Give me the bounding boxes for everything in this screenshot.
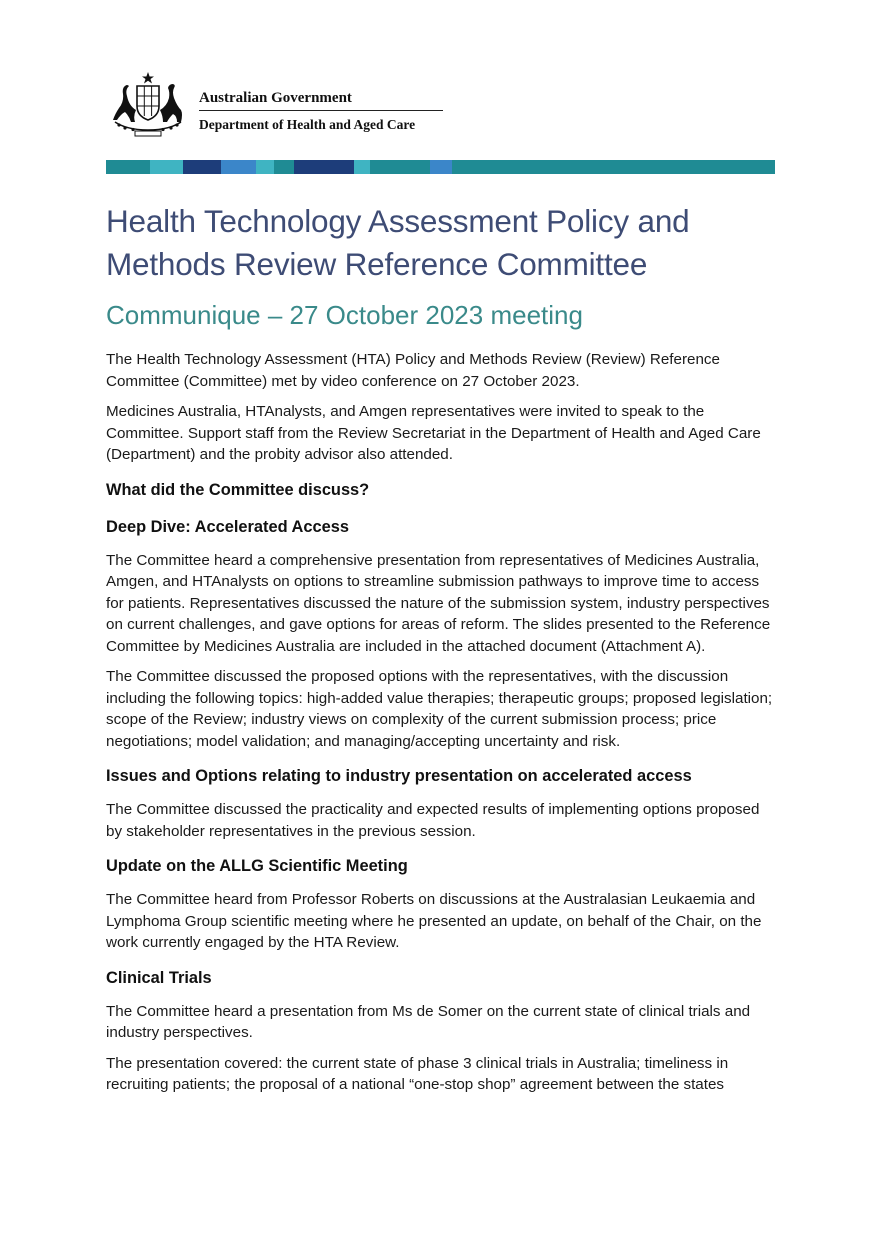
section-paragraph: The Committee heard from Professor Roberts on discussions at the Australasian Leukaemia and Lymphoma Group scientific meeting where he presented an update, on behalf of the Chair, on the work currently engaged by the HTA Review. [106,891,762,951]
section-paragraph: The Committee heard a presentation from Ms de Somer on the current state of clinical trials and industry perspectives. [106,1002,751,1041]
coat-of-arms-icon [107,70,189,138]
band-segment [256,160,274,174]
band-segment [294,160,354,174]
page-subtitle: Communique – 27 October 2023 meeting [106,300,583,330]
band-segment [150,160,183,174]
band-segment [106,160,150,174]
band-segment [274,160,294,174]
band-segment [370,160,430,174]
intro-paragraph: The Health Technology Assessment (HTA) Policy and Methods Review (Review) Reference Committee (Committee) met by video conference on 27 October 2023. [106,351,720,390]
discussion-heading: What did the Committee discuss? [106,480,370,499]
document-body [106,200,776,1096]
band-segment [452,160,775,174]
band-segment [354,160,370,174]
band-segment [430,160,452,174]
section-paragraph: The Committee discussed the proposed options with the representatives, with the discussion including the following topics: high-added value therapies; therapeutic groups; proposed legislation; scope of the Review; industry views on complexity of the current submission process; price negotiations; model validation; and managing/accepting uncertainty and risk. [106,668,773,750]
band-segment [221,160,256,174]
section-heading-clinical-trials: Clinical Trials [106,968,212,987]
page-title: Health Technology Assessment Policy and Methods Review Reference Committee [106,203,690,282]
section-paragraph: The presentation covered: the current state of phase 3 clinical trials in Australia; timeliness in recruiting patients; the proposal of a national “one-stop shop” agreement between the states [106,1054,729,1093]
intro-paragraph: Medicines Australia, HTAnalysts, and Amgen representatives were invited to speak to the Committee. Support staff from the Review Secretariat in the Department of Health and Aged Care (Department) and the probity advisor also attended. [106,403,761,463]
section-paragraph: The Committee heard a comprehensive presentation from representatives of Medicines Australia, Amgen, and HTAnalysts on options to streamline submission pathways to improve time to access for patients. Representatives discussed the nature of the submission system, industry perspectives on current challenges, and gave options for areas of reform. The slides presented to the Reference Committee by Medicines Australia are included in the attached document (Attachment A). [106,551,771,655]
band-segment [183,160,221,174]
department-name: Department of Health and Aged Care [199,117,416,132]
government-header [107,70,447,140]
header-divider [199,110,443,111]
section-heading-accelerated-access: Deep Dive: Accelerated Access [106,517,349,536]
section-heading-allg-meeting: Update on the ALLG Scientific Meeting [106,857,408,875]
section-paragraph: The Committee discussed the practicality and expected results of implementing options proposed by stakeholder representatives in the previous session. [106,801,760,840]
section-heading-issues-options: Issues and Options relating to industry presentation on accelerated access [106,767,692,785]
australian-government-wordmark: Australian Government [199,90,352,106]
decorative-color-band [106,160,775,174]
